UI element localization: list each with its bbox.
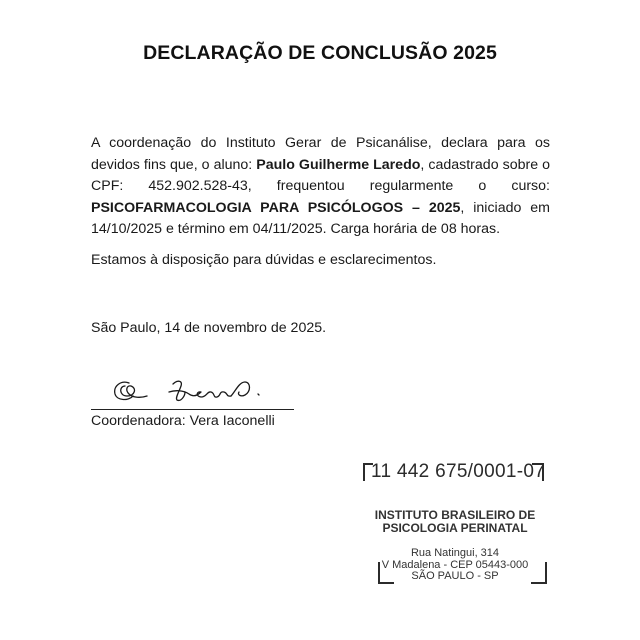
paragraph-text: , iniciado em 14/10/2025 e término em 04/11/2025. Carga horária de 08 horas. <box>91 199 550 237</box>
stamp-cnpj: 11 442 675/0001-07 <box>371 461 546 482</box>
handwritten-signature-icon <box>111 374 286 406</box>
declaration-paragraph <box>91 133 550 241</box>
signatory-label: Coordenadora: Vera Iaconelli <box>91 413 275 429</box>
paragraph-text: , cadastrado sobre o CPF: 452.902.528-43, frequentou regularmente o curso: <box>91 156 551 194</box>
stamp-institution-line1: INSTITUTO BRASILEIRO DE <box>374 508 536 522</box>
signature-line <box>91 409 294 410</box>
student-name: Paulo Guilherme Laredo <box>256 156 421 173</box>
document-title: DECLARAÇÃO DE CONCLUSÃO 2025 <box>143 42 497 64</box>
stamp-address-line1: Rua Natingui, 314 <box>410 547 500 559</box>
paragraph-text: A coordenação do Instituto Gerar de Psicanálise, declara para os devidos fins que, o aluno: <box>91 135 550 173</box>
institution-stamp <box>355 460 555 590</box>
course-name: PSICOFARMACOLOGIA PARA PSICÓLOGOS – 2025 <box>91 199 461 216</box>
place-date: São Paulo, 14 de novembro de 2025. <box>91 320 327 336</box>
availability-paragraph: Estamos à disposição para dúvidas e esclarecimentos. <box>91 252 437 268</box>
signature-block <box>91 372 296 410</box>
stamp-address-line2: V Madalena - CEP 05443-000 <box>381 558 529 571</box>
stamp-bracket-bottom-left <box>378 562 394 584</box>
stamp-bracket-bottom-right <box>531 562 547 584</box>
stamp-institution-line2: PSICOLOGIA PERINATAL <box>382 521 528 535</box>
stamp-address-line3: SÃO PAULO - SP <box>411 570 499 582</box>
